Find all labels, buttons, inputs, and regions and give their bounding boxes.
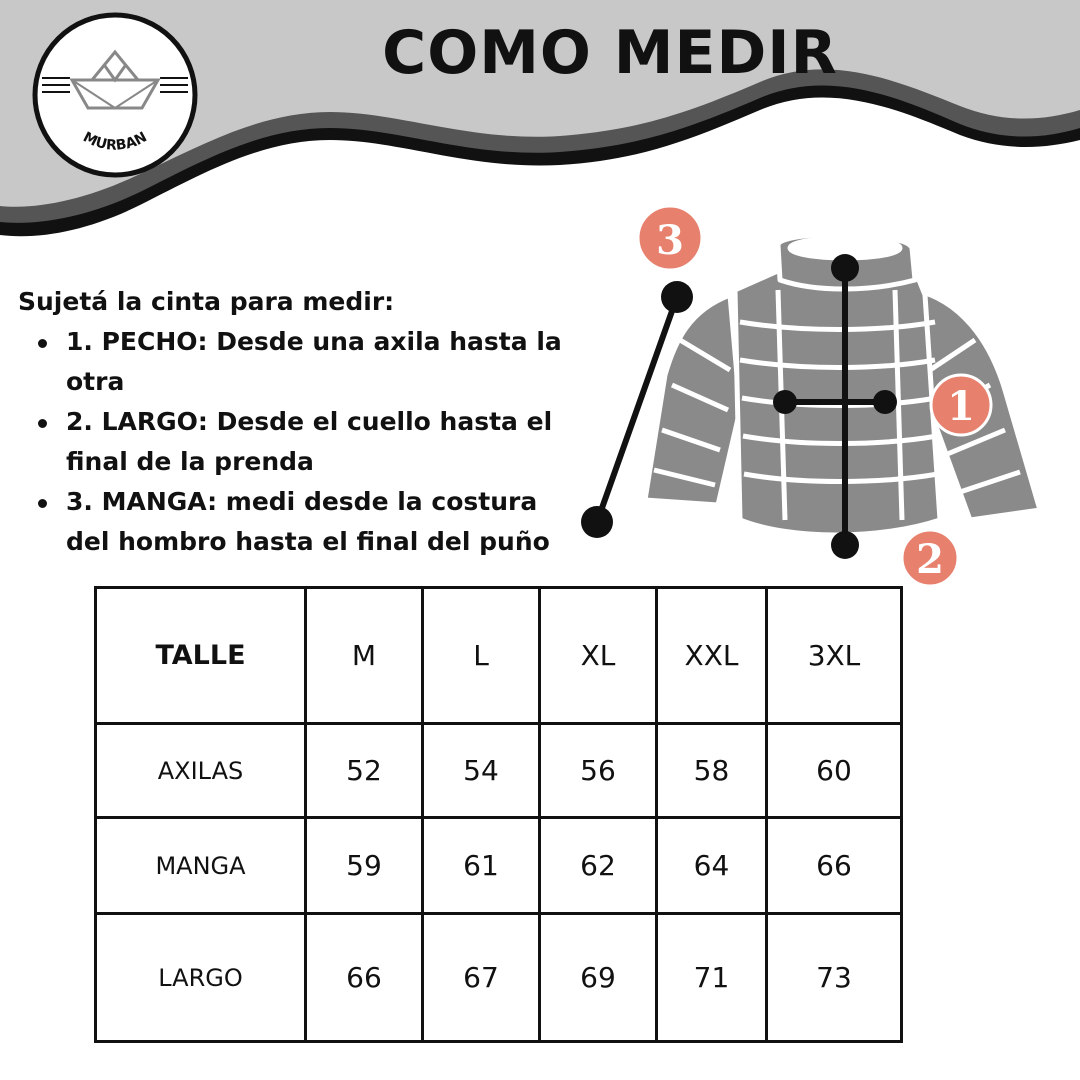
table-header-row bbox=[96, 588, 902, 724]
page-title: COMO MEDIR bbox=[382, 18, 838, 88]
table-header-size: XL bbox=[540, 588, 657, 724]
table-row-label: MANGA bbox=[96, 818, 306, 914]
table-cell: 66 bbox=[767, 818, 902, 914]
table-row-label: AXILAS bbox=[96, 724, 306, 818]
table-header-size: XXL bbox=[657, 588, 767, 724]
table-cell: 71 bbox=[657, 914, 767, 1042]
table-cell: 64 bbox=[657, 818, 767, 914]
instructions-block bbox=[18, 282, 578, 562]
jacket-diagram bbox=[580, 200, 1060, 590]
table-cell: 69 bbox=[540, 914, 657, 1042]
table-cell: 59 bbox=[306, 818, 423, 914]
table-header-size: 3XL bbox=[767, 588, 902, 724]
instruction-item-manga: 3. MANGA: medi desde la costura del hombro hasta el final del puño bbox=[66, 482, 578, 562]
table-row bbox=[96, 818, 902, 914]
table-header-size: M bbox=[306, 588, 423, 724]
table-header-size: L bbox=[423, 588, 540, 724]
svg-text:3: 3 bbox=[656, 217, 684, 264]
instructions-intro: Sujetá la cinta para medir: bbox=[18, 287, 395, 316]
table-header-talle: TALLE bbox=[96, 588, 306, 724]
table-cell: 56 bbox=[540, 724, 657, 818]
marker-2 bbox=[902, 530, 958, 586]
table-row-label: LARGO bbox=[96, 914, 306, 1042]
table-cell: 54 bbox=[423, 724, 540, 818]
marker-3 bbox=[638, 206, 702, 270]
table-cell: 60 bbox=[767, 724, 902, 818]
brand-logo bbox=[30, 10, 200, 180]
logo-text: MURBAN bbox=[80, 129, 150, 154]
svg-text:2: 2 bbox=[916, 536, 944, 583]
instruction-item-pecho: 1. PECHO: Desde una axila hasta la otra bbox=[66, 322, 578, 402]
svg-text:1: 1 bbox=[947, 383, 975, 430]
table-cell: 62 bbox=[540, 818, 657, 914]
size-table bbox=[94, 586, 903, 1043]
table-cell: 66 bbox=[306, 914, 423, 1042]
table-cell: 73 bbox=[767, 914, 902, 1042]
table-cell: 67 bbox=[423, 914, 540, 1042]
table-cell: 61 bbox=[423, 818, 540, 914]
table-row bbox=[96, 724, 902, 818]
table-cell: 52 bbox=[306, 724, 423, 818]
instructions-list bbox=[18, 322, 578, 562]
marker-1 bbox=[931, 375, 991, 435]
instruction-item-largo: 2. LARGO: Desde el cuello hasta el final de la prenda bbox=[66, 402, 578, 482]
table-cell: 58 bbox=[657, 724, 767, 818]
table-row bbox=[96, 914, 902, 1042]
